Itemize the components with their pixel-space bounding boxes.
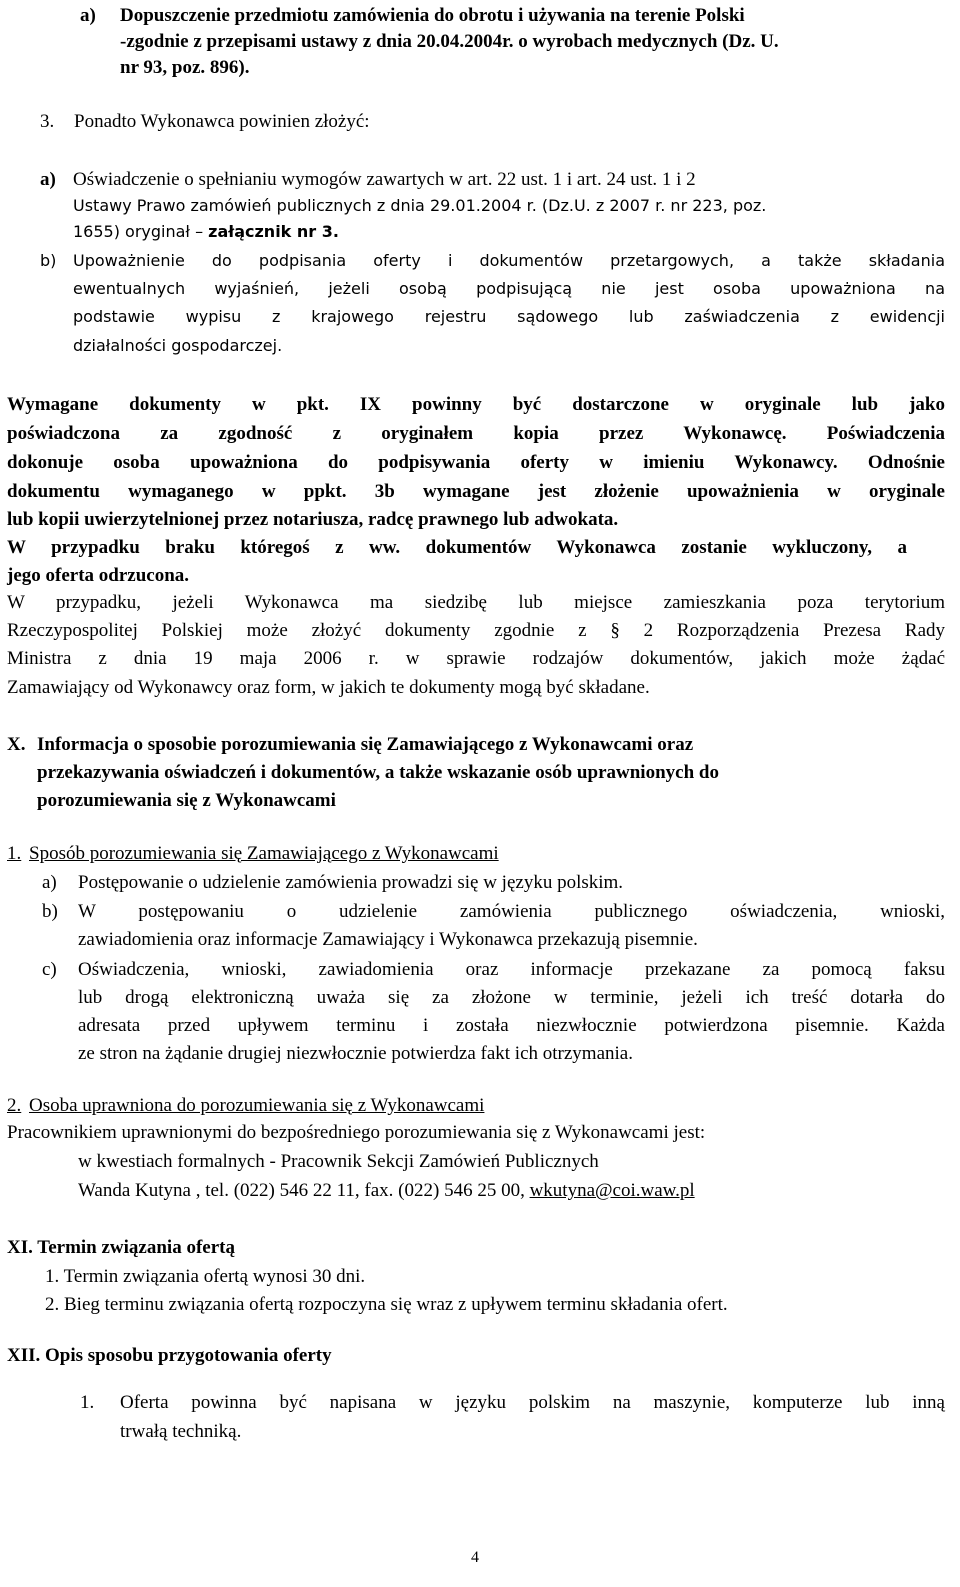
section-title: przekazywania oświadczeń i dokumentów, a także wskazanie osób uprawnionych do bbox=[37, 762, 719, 783]
paragraph-line: Dopuszczenie przedmiotu zamówienia do obrotu i używania na terenie Polski bbox=[120, 5, 745, 26]
paragraph-line: Oświadczenie o spełnianiu wymogów zawartych w art. 22 ust. 1 i art. 24 ust. 1 i 2 bbox=[73, 169, 696, 190]
list-marker: b) bbox=[40, 251, 57, 270]
section-title: Informacja o sposobie porozumiewania się Zamawiającego z Wykonawcami oraz bbox=[37, 734, 694, 755]
paragraph-line: dokumentu wymaganego w ppkt. 3b wymagane jest złożenie upoważnienia w oryginale bbox=[7, 481, 945, 502]
list-marker: a) bbox=[40, 169, 56, 190]
paragraph-line: Oświadczenia, wnioski, zawiadomienia oraz informacje przekazane za pomocą faksu bbox=[78, 959, 945, 980]
paragraph-line: Zamawiający od Wykonawcy oraz form, w jakich te dokumenty mogą być składane. bbox=[7, 677, 650, 698]
paragraph-line: W przypadku braku któregoś z ww. dokumentów Wykonawca zostanie wykluczony, a bbox=[7, 537, 907, 558]
paragraph-line: zawiadomienia oraz informacje Zamawiający i Wykonawca przekazują pisemnie. bbox=[78, 929, 698, 950]
paragraph-line: trwałą techniką. bbox=[120, 1421, 242, 1442]
paragraph-line: podstawie wypisu z krajowego rejestru sądowego lub zaświadczenia z ewidencji bbox=[73, 307, 945, 326]
list-marker: a) bbox=[42, 872, 57, 893]
contact-unit: w kwestiach formalnych - Pracownik Sekcji Zamówień Publicznych bbox=[78, 1151, 599, 1172]
paragraph-line bbox=[73, 222, 339, 241]
paragraph-line: W przypadku, jeżeli Wykonawca ma siedzibę lub miejsce zamieszkania poza terytorium bbox=[7, 592, 945, 613]
subsection-number: 2. bbox=[7, 1095, 22, 1116]
paragraph-line: Upoważnienie do podpisania oferty i dokumentów przetargowych, a także składania bbox=[73, 251, 945, 270]
paragraph-line: W postępowaniu o udzielenie zamówienia publicznego oświadczenia, wnioski, bbox=[78, 901, 945, 922]
paragraph-line: nr 93, poz. 896). bbox=[120, 57, 250, 78]
attachment-reference: załącznik nr 3. bbox=[208, 222, 339, 241]
subsection-title: Osoba uprawniona do porozumiewania się z Wykonawcami bbox=[29, 1095, 485, 1116]
paragraph-line: ewentualnych wyjaśnień, jeżeli osobą podpisującą nie jest osoba upoważniona na bbox=[73, 279, 945, 298]
section-title: XII. Opis sposobu przygotowania oferty bbox=[7, 1345, 332, 1366]
point-heading: Ponadto Wykonawca powinien złożyć: bbox=[74, 111, 370, 132]
paragraph-line: Oferta powinna być napisana w języku polskim na maszynie, komputerze lub inną bbox=[120, 1392, 945, 1413]
paragraph-line: dokonuje osoba upoważniona do podpisywania oferty w imieniu Wykonawcy. Odnośnie bbox=[7, 452, 945, 473]
contact-person bbox=[78, 1180, 695, 1203]
list-marker: b) bbox=[42, 901, 58, 922]
paragraph-line: Ministra z dnia 19 maja 2006 r. w sprawie rodzajów dokumentów, jakich może żądać bbox=[7, 648, 945, 669]
list-marker: c) bbox=[42, 959, 57, 980]
list-marker: a) bbox=[80, 5, 96, 26]
paragraph-line: -zgodnie z przepisami ustawy z dnia 20.04.2004r. o wyrobach medycznych (Dz. U. bbox=[120, 31, 779, 52]
section-title: XI. Termin związania ofertą bbox=[7, 1237, 235, 1258]
paragraph-line: jego oferta odrzucona. bbox=[7, 565, 190, 586]
page-number: 4 bbox=[471, 1549, 479, 1566]
paragraph-line: poświadczona za zgodność z oryginałem kopia przez Wykonawcę. Poświadczenia bbox=[7, 423, 945, 444]
section-number: X. bbox=[7, 734, 26, 755]
paragraph-line: działalności gospodarczej. bbox=[73, 336, 283, 355]
paragraph-line: Postępowanie o udzielenie zamówienia prowadzi się w języku polskim. bbox=[78, 872, 624, 893]
contact-email-link[interactable]: wkutyna@coi.waw.pl bbox=[529, 1180, 695, 1201]
paragraph-line: Rzeczypospolitej Polskiej może złożyć dokumenty zgodnie z § 2 Rozporządzenia Prezesa Rady bbox=[7, 620, 945, 641]
paragraph-line: Wymagane dokumenty w pkt. IX powinny być dostarczone w oryginale lub jako bbox=[7, 394, 945, 415]
section-title: porozumiewania się z Wykonawcami bbox=[37, 790, 336, 811]
text-run: 1655) oryginał – bbox=[73, 222, 209, 241]
subsection-number: 1. bbox=[7, 843, 22, 864]
list-marker: 1. bbox=[80, 1392, 95, 1413]
point-number: 3. bbox=[40, 111, 55, 132]
paragraph-line: adresata przed upływem terminu i została niezwłocznie potwierdzona pisemnie. Każda bbox=[78, 1015, 945, 1036]
list-item: 1. Termin związania ofertą wynosi 30 dni. bbox=[45, 1266, 366, 1287]
paragraph-line: Pracownikiem uprawnionymi do bezpośredniego porozumiewania się z Wykonawcami jest: bbox=[7, 1122, 706, 1143]
paragraph-line: ze stron na żądanie drugiej niezwłocznie potwierdza fakt ich otrzymania. bbox=[78, 1043, 633, 1064]
paragraph-line: lub kopii uwierzytelnionej przez notariusza, radcę prawnego lub adwokata. bbox=[7, 509, 619, 530]
list-item: 2. Bieg terminu związania ofertą rozpoczyna się wraz z upływem terminu składania ofert. bbox=[45, 1294, 728, 1315]
paragraph-line: lub drogą elektroniczną uważa się za złożone w terminie, jeżeli ich treść dotarła do bbox=[78, 987, 945, 1008]
contact-phone-fax: Wanda Kutyna , tel. (022) 546 22 11, fax. (022) 546 25 00, bbox=[78, 1180, 530, 1201]
paragraph-line: Ustawy Prawo zamówień publicznych z dnia 29.01.2004 r. (Dz.U. z 2007 r. nr 223, poz. bbox=[73, 196, 767, 215]
subsection-title: Sposób porozumiewania się Zamawiającego z Wykonawcami bbox=[29, 843, 499, 864]
